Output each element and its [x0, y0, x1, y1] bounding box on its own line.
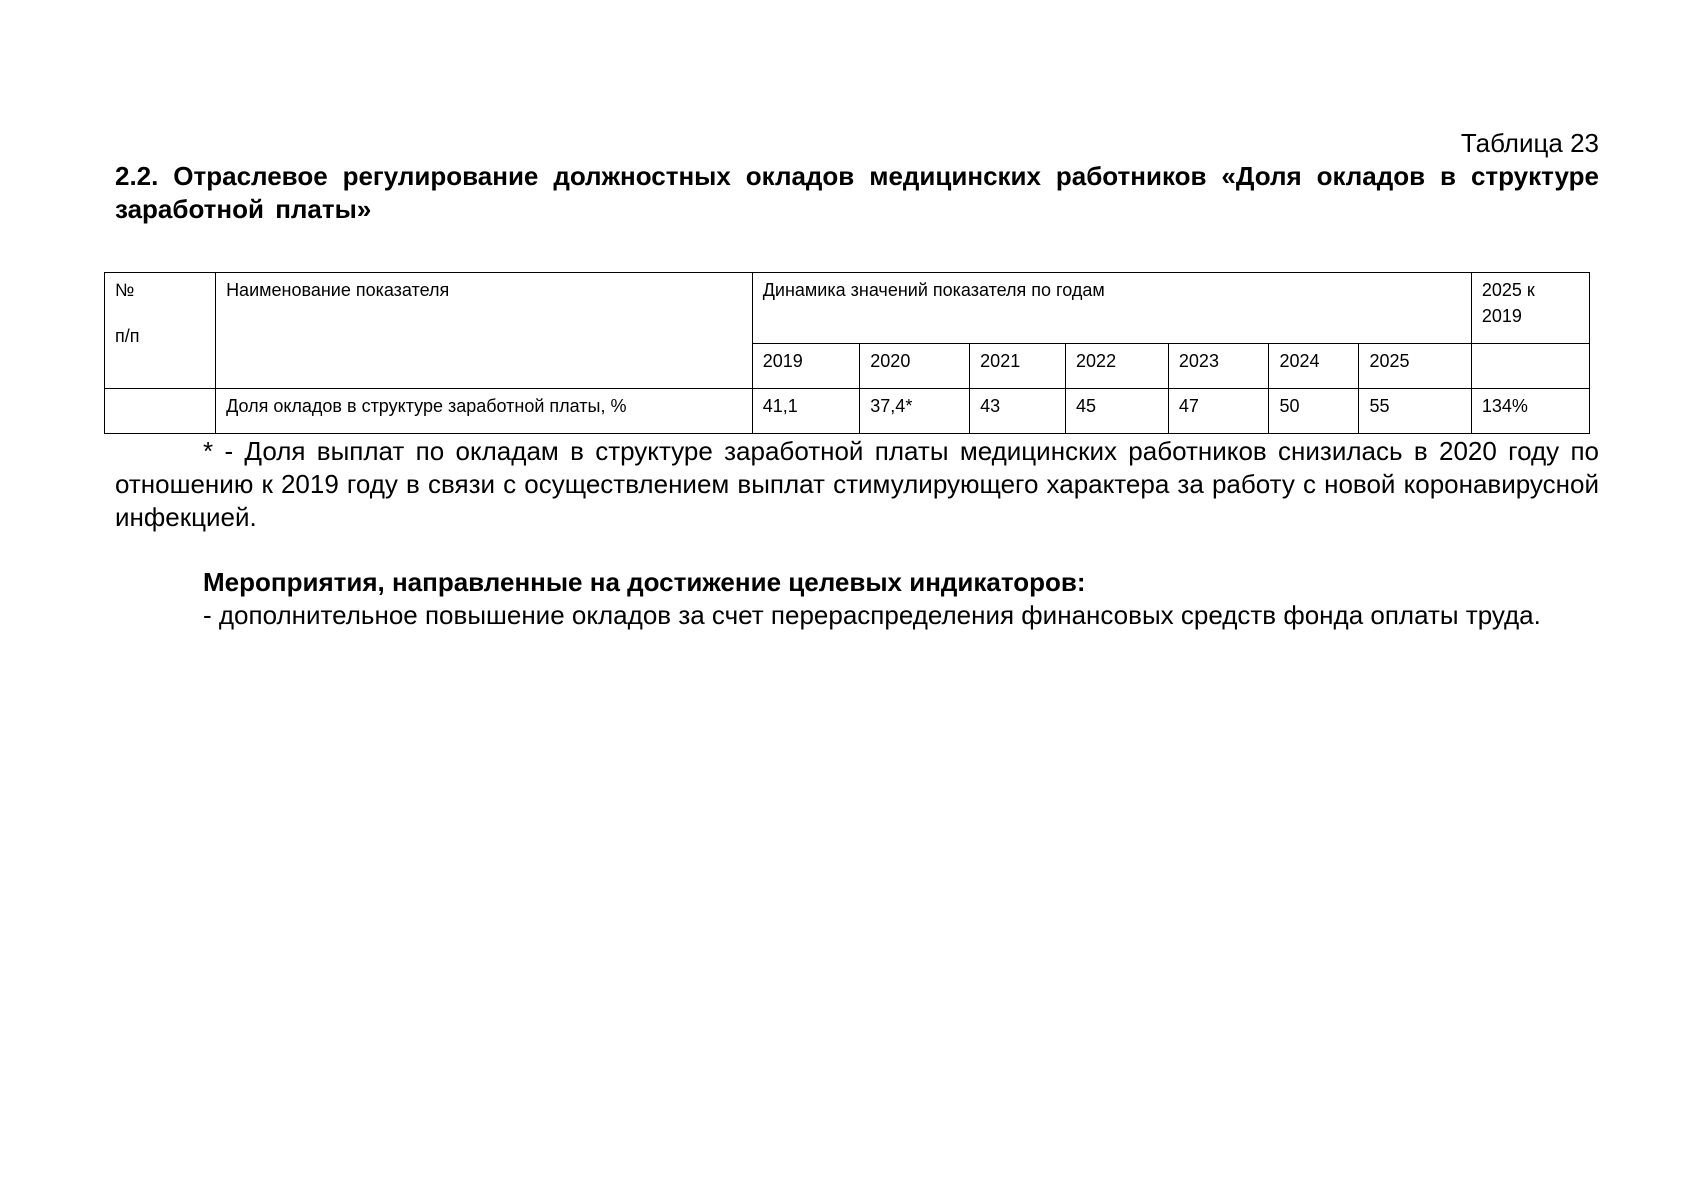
- header-num-cell: [105, 273, 216, 389]
- value-cell: 47: [1168, 389, 1269, 434]
- value-cell: 37,4*: [860, 389, 970, 434]
- empty-ratio-cell: [1471, 344, 1589, 389]
- year-cell: 2020: [860, 344, 970, 389]
- year-cell: 2022: [1066, 344, 1169, 389]
- year-cell: 2024: [1269, 344, 1359, 389]
- value-cell: 41,1: [752, 389, 860, 434]
- header-pp-label: п/п: [115, 326, 140, 346]
- table-number: Таблица 23: [1460, 128, 1599, 158]
- ratio-cell: 134%: [1471, 389, 1589, 434]
- section-title: 2.2. Отраслевое регулирование должностных окладов медицинских работников «Доля окладов в структуре заработной платы»: [115, 161, 1599, 224]
- header-name-cell: Наименование показателя: [216, 273, 753, 389]
- table-header-row: [105, 273, 1590, 344]
- measures-item: - дополнительное повышение окладов за счет перераспределения финансовых средств фонда оплаты труда.: [203, 600, 1541, 630]
- header-ratio-cell: 2025 к 2019: [1471, 273, 1589, 344]
- year-cell: 2019: [752, 344, 860, 389]
- year-cell: 2021: [970, 344, 1066, 389]
- row-name-cell: Доля окладов в структуре заработной платы, %: [216, 389, 753, 434]
- row-num-cell: [105, 389, 216, 434]
- value-cell: 43: [970, 389, 1066, 434]
- header-dynamics-cell: Динамика значений показателя по годам: [752, 273, 1471, 344]
- year-cell: 2025: [1359, 344, 1471, 389]
- measures-heading: Мероприятия, направленные на достижение целевых индикаторов:: [203, 567, 1086, 597]
- value-cell: 50: [1269, 389, 1359, 434]
- indicator-table: [104, 272, 1590, 434]
- value-cell: 55: [1359, 389, 1471, 434]
- value-cell: 45: [1066, 389, 1169, 434]
- year-cell: 2023: [1168, 344, 1269, 389]
- header-num-label: №: [115, 280, 135, 300]
- footnote: * - Доля выплат по окладам в структуре заработной платы медицинских работников снизилась в 2020 году по отношению к 2019 году в связи с осуществлением выплат стимулирующего характера за работу с новой коронавирусной инфекцией.: [115, 436, 1599, 532]
- table-row: [105, 389, 1590, 434]
